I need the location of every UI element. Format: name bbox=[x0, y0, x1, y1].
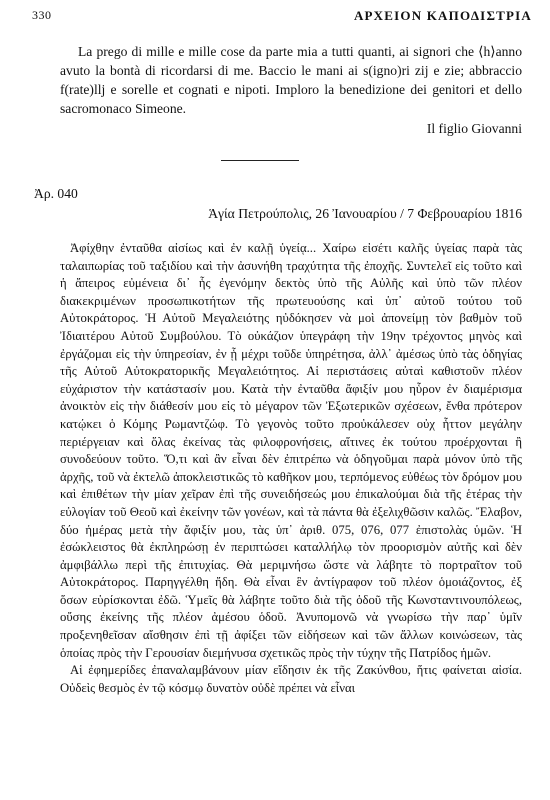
letter-signature: Il figlio Giovanni bbox=[426, 121, 522, 136]
page-header bbox=[32, 8, 532, 24]
running-title: ΑΡΧΕΙΟΝ ΚΑΠΟΔΙΣΤΡΙΑ bbox=[353, 8, 532, 23]
greek-letter-text bbox=[60, 240, 522, 697]
document-place-date: Ἁγία Πετρούπολις, 26 Ἰανουαρίου / 7 Φεβρουαρίου 1816 bbox=[208, 206, 522, 221]
italian-letter-excerpt bbox=[60, 42, 522, 138]
greek-paragraph-2: Αἱ ἐφημερίδες ἐπαναλαμβάνουν μίαν εἴδησιν ἐκ τῆς Ζακύνθου, ἥτις φαίνεται αἰσία. Οὐδεὶς θεσμὸς ἐν τῷ κόσμῳ δυνατὸν οὐδὲ πρέπει νὰ εἶναι bbox=[60, 663, 522, 695]
greek-paragraph-1: Ἀφίχθην ἐνταῦθα αἰσίως καὶ ἐν καλῇ ὑγείᾳ... Χαίρω εἰσέτι καλῆς ὑγείας παρὰ τὰς ταλαιπωρίας τοῦ ταξιδίου καὶ τὴν ἀσυνήθη τραχύτητα τῆς ἐποχῆς. Συντελεῖ εἰς τοῦτο καὶ ἡ ἄπειρος εὐμένεια δι᾽ ἧς ἐγενόμην δεκτὸς ὑπὸ τῆς Αὐλῆς καὶ ὑπὸ τῶν πλέον διακεκριμένων προσωπικοτήτων τῆς πρωτευούσης καὶ ὑπ᾽ αὐτοῦ τούτου τοῦ Αὐτοκράτορος. Ἡ Αὐτοῦ Μεγαλειότης ηὐδόκησεν νὰ μοὶ ἀπονείμῃ τὸν βαθμὸν τοῦ Ἰδιαιτέρου Αὐτοῦ Συμβούλου. Τὸ οὐκάζιον ὑπεγράφη τὴν 19ην τρέχοντος μηνὸς καὶ ἐργάζομαι εἰς τὴν ὑπηρεσίαν, ἐν ᾗ μέχρι τοῦδε ὑπηρέτησα, ἀλλ᾽ ἀμέσως ὑπὸ τὰς ὁδηγίας τῆς Αὐτοῦ Αὐτοκρατορικῆς Μεγαλειότητος. Αἱ περιστάσεις αὐταὶ καθιστοῦν πλέον εὐχάριστον τὴν κατάστασίν μου. Κατὰ τὴν ἐνταῦθα ἄφιξίν μου ηὗρον ἐν διαμέρισμα ἀνοικτὸν εἰς τὴν διάθεσίν μου εἰς τὸ μέγαρον τῶν Ἐξωτερικῶν σχέσεων, ἔνθα πρότερον κατῴκει ὁ Κόμης Ρωμαντζώφ. Τὸ γεγονὸς τοῦτο προὐκάλεσεν οὐχ ἧττον μεγάλην περιέργειαν καὶ ὅλας ἐκείνας τὰς φιλοφρονήσεις, αἵτινες ἐκ τούτου προέρχονται ἢ συνοδεύουν τοῦτο. Ὅ,τι καὶ ἂν εἶναι δὲν ἐπιτρέπω νὰ ὁδηγοῦμαι παρὰ μόνον ὑπὸ τῆς ἀρχῆς, τοῦ νὰ ἐκτελῶ ἀποκλειστικῶς τὸ καθῆκον μου, τερπόμενος εὐθέως τὸν δρόμον μου καὶ ἐπιθέτων τὴν μίαν χεῖραν ἐπὶ τῆς συνειδήσεώς μου ἐπικαλούμαι διὰ τῆς ἑτέρας τὴν εὐλογίαν τοῦ Θεοῦ καὶ ἐκείνην τῶν γονέων, καὶ τὰ πάντα θὰ ἐξελιχθῶσιν καλῶς. Ἔλαβον, δύο ἡμέρας μετὰ τὴν ἄφιξίν μου, τὰς ὑπ᾽ ἀριθ. 075, 076, 077 ἐπιστολὰς ὑμῶν. Ἡ ἐσώκλειστος θὰ ἐκπληρώσῃ ἐν περιπτώσει καταλλήλῳ τὸν προορισμὸν αὐτῆς καὶ δὲν ἀμφιβάλλω περὶ τῆς ἐπιτυχίας. Θὰ μεριμνήσω ὥστε νὰ λάβητε τὸ πορτραῖτον τοῦ Αὐτοκράτορος. Παρηγγέλθη ἤδη. Θὰ εἶναι ἓν ἀντίγραφον τοῦ πλέον ὁμοιάζοντος, ἐξ ὅσων εὑρίσκονται ἐδῶ. Ὑμεῖς θὰ λάβητε τοῦτο διὰ τῆς ὁδοῦ τῆς Κωνσταντινουπόλεως, οὔσης ἐκείνης τῆς πλέον ἀμέσου ὁδοῦ. Ἀνυπομονῶ νὰ γνωρίσω τὴν παρ᾽ ὑμῖν προξενηθεῖσαν αἴσθησιν ἐπὶ τῇ ἀφίξει τῶν εἰδήσεων καὶ τῶν ἄλλων κοινώσεων, τὰς ὁποίας πρὸς τὴν Γερουσίαν διεμήνυσα σχετικῶς πρὸς τὴν τύχην τῆς Πατρίδος ἡμῶν. bbox=[60, 241, 522, 660]
section-divider bbox=[221, 160, 299, 161]
italian-letter-body: La prego di mille e mille cose da parte mia a tutti quanti, ai signori che ⟨h⟩anno avuto la bontà di ricordarsi di me. Baccio le mani ai s(igno)ri zij e zie; abbraccio f(rate)llj e sorelle et cognati e nipoti. Imploro la benedizione dei genitori et dello sacromonaco Simeone. bbox=[60, 44, 522, 116]
page-number: 330 bbox=[32, 8, 52, 22]
document-number: Ἀρ. 040 bbox=[34, 186, 78, 201]
